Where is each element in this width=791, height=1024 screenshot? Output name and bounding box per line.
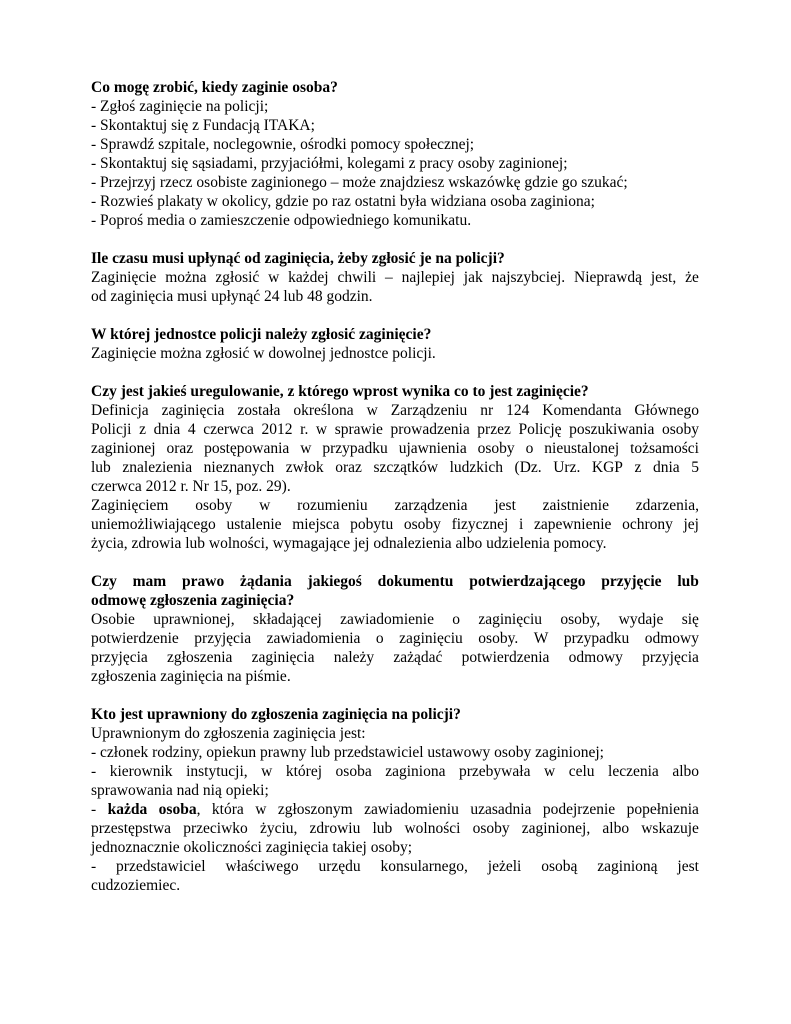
word: dnia (652, 459, 680, 476)
word: zaginięciu (478, 611, 543, 628)
word: dokumentu (377, 573, 454, 590)
word: uzasadnia (470, 801, 532, 818)
word: zwłok (285, 459, 324, 476)
word: – (385, 269, 393, 286)
word: zaginięciu (399, 630, 463, 647)
word: zgłosić (215, 269, 260, 286)
word: najszybciej. (491, 269, 566, 286)
word: W (533, 630, 549, 647)
word: w (268, 269, 280, 286)
word: przypadku (563, 630, 630, 647)
paragraph-line (91, 401, 699, 420)
bold-phrase: osoba, (158, 801, 201, 818)
word: każdej (288, 269, 329, 286)
paragraph-line (91, 819, 699, 838)
word: wydaje (618, 611, 664, 628)
word: osoby (472, 820, 510, 837)
word: konsularnego, (380, 858, 468, 875)
word: zaistnienie (542, 497, 609, 514)
word: przyjęcie (601, 573, 662, 590)
word: wolności (404, 820, 461, 837)
paragraph-line: - Przejrzyj rzecz osobiste zaginionego – może znajdziesz wskazówkę gdzie go szukać; (91, 174, 628, 191)
word: przeciwko (183, 820, 248, 837)
word: przedstawiciel (116, 858, 206, 875)
word: najlepiej (401, 269, 455, 286)
paragraph-line (91, 762, 699, 781)
word: Nieprawdą (574, 269, 642, 286)
word: zaginiona (385, 763, 446, 780)
paragraph-line: - Skontaktuj się sąsiadami, przyjaciółmi, kolegami z pracy osoby zaginionej; (91, 155, 568, 172)
word: przyjęcia (91, 649, 148, 666)
word: uniemożliwiającego (91, 516, 216, 533)
word: jest (494, 497, 516, 514)
section-heading: Czy jest jakieś uregulowanie, z którego wprost wynika co to jest zaginięcie? (91, 383, 589, 400)
word: osoby. (478, 630, 519, 647)
word: ludzkich (449, 459, 503, 476)
word: w (255, 801, 267, 818)
word: osoby (403, 516, 441, 533)
word: Zaginięcie (91, 269, 157, 286)
word: jak (463, 269, 483, 286)
section-heading: Ile czasu musi upłynąć od zaginięcia, żeby zgłosić je na policji? (91, 250, 505, 267)
word: osoby (477, 440, 515, 457)
word: z (634, 459, 642, 476)
paragraph-line (91, 857, 699, 876)
word: czerwca (203, 421, 254, 438)
document-content (91, 78, 699, 908)
paragraph-line (91, 610, 699, 629)
word: popełnienia (626, 801, 699, 818)
word: Zaginięciem (91, 497, 169, 514)
word: jest (677, 858, 699, 875)
word: Osobie (91, 611, 135, 628)
word: zarządzenia (394, 497, 468, 514)
word: zażądać (393, 649, 443, 666)
word: o (525, 440, 534, 457)
word: zgłoszonym (277, 801, 353, 818)
paragraph-line: - Poproś media o zamieszczenie odpowiedniego komunikatu. (91, 212, 472, 229)
paragraph-line: - Sprawdź szpitale, noclegownie, ośrodki pomocy społecznej; (91, 136, 475, 153)
word: określona (293, 402, 354, 419)
paragraph-line (91, 496, 699, 515)
paragraph-line: Zaginięcie można zgłosić w dowolnej jednostce policji. (91, 345, 436, 362)
word: postępowania (204, 440, 290, 457)
word: urzędu (318, 858, 361, 875)
word: przebywała (459, 763, 531, 780)
word: prowadzenia (390, 421, 470, 438)
word: zawiadomienia (266, 630, 361, 647)
word: Definicja (91, 402, 149, 419)
word: zaginięcia (251, 649, 315, 666)
word: w (259, 497, 271, 514)
word: należy (333, 649, 375, 666)
paragraph-line (91, 800, 699, 819)
word: lub (372, 820, 393, 837)
word: w (300, 440, 312, 457)
word: składającej (252, 611, 322, 628)
word: mam (132, 573, 167, 590)
word: ujawnienia (398, 440, 467, 457)
paragraph-line: czerwca 2012 r. Nr 15, poz. 29). (91, 478, 291, 495)
word: instytucji, (186, 763, 248, 780)
word: 2012 (261, 421, 293, 438)
word: nieustalonej (544, 440, 620, 457)
word: Zarządzeniu (390, 402, 468, 419)
word: potwierdzenie (91, 630, 179, 647)
word: Głównego (634, 402, 699, 419)
word: znalezienia (122, 459, 193, 476)
paragraph-line: od zaginięcia musi upłynąć 24 lub 48 godzin. (91, 288, 373, 305)
word: zaginioną (597, 858, 658, 875)
word: miejsca (292, 516, 340, 533)
word: przyjęcia (642, 649, 699, 666)
word: sprawie (334, 421, 383, 438)
word: jakiegoś (307, 573, 362, 590)
word: poszukiwania (569, 421, 655, 438)
word: żądania (240, 573, 292, 590)
word: r. (300, 421, 309, 438)
word: kierownik (109, 763, 173, 780)
paragraph-line: jednoznacznie okoliczności zaginięcia takiej osoby; (91, 839, 413, 856)
word: odmowy (644, 630, 699, 647)
word: potwierdzającego (469, 573, 586, 590)
paragraph-line (91, 629, 699, 648)
word: właściwego (225, 858, 299, 875)
word: chwili (337, 269, 377, 286)
word: zaginionej, (521, 820, 591, 837)
word: o (452, 611, 461, 628)
word: oraz (335, 459, 362, 476)
word: zaginięcia (161, 402, 225, 419)
word: przypadku (322, 440, 388, 457)
word: Czy (91, 573, 117, 590)
word: lub (677, 573, 699, 590)
word: osoby (661, 421, 699, 438)
paragraph-line: - członek rodziny, opiekun prawny lub przedstawiciel ustawowy osoby zaginionej; (91, 744, 604, 761)
word: której (285, 763, 323, 780)
document-body (91, 78, 699, 908)
section-heading: Kto jest uprawniony do zgłoszenia zaginięcia na policji? (91, 706, 461, 723)
word: szczątków (373, 459, 439, 476)
word: celu (568, 763, 595, 780)
paragraph-line: Uprawnionym do zgłoszenia zaginięcia jest: (91, 725, 366, 742)
word: ustalenie (226, 516, 282, 533)
word: 124 (506, 402, 530, 419)
word: została (237, 402, 281, 419)
section-heading: Co mogę zrobić, kiedy zaginie osoba? (91, 79, 338, 96)
word: Policję (518, 421, 562, 438)
comma: , (196, 801, 201, 818)
word: - (91, 858, 97, 875)
word: jej (683, 516, 699, 533)
word: KGP (591, 459, 623, 476)
word: leczenia (608, 763, 659, 780)
paragraph-line: cudzoziemiec. (91, 877, 181, 894)
word: w (366, 402, 378, 419)
word: Urz. (553, 459, 581, 476)
word: w (261, 763, 273, 780)
word: przez (477, 421, 511, 438)
word: można (165, 269, 207, 286)
word: zawiadomieniu (364, 801, 459, 818)
paragraph-line (91, 515, 699, 534)
paragraph-line (91, 648, 699, 667)
word: zgłoszenia (167, 649, 233, 666)
word: życiu, (259, 820, 298, 837)
word: wskazuje (641, 820, 699, 837)
word: nieznanych (203, 459, 275, 476)
paragraph-line: - Rozwieś plakaty w okolicy, gdzie po raz ostatni była widziana osoba zaginiona; (91, 193, 595, 210)
section-heading: W której jednostce policji należy zgłosić zaginięcie? (91, 326, 432, 343)
word: - (91, 763, 97, 780)
word: 5 (691, 459, 699, 476)
word: (Dz. (514, 459, 542, 476)
word: potwierdzenia (461, 649, 550, 666)
paragraph-line: zgłoszenia zaginięcia na piśmie. (91, 668, 291, 685)
word: i (519, 516, 524, 533)
word: zdrowiu (309, 820, 361, 837)
word: przestępstwa (91, 820, 172, 837)
word: z (139, 421, 146, 438)
list-dash: - (91, 801, 97, 818)
word: albo (602, 820, 630, 837)
bold-phrase: każda (107, 801, 148, 818)
word: podejrzenie (542, 801, 616, 818)
word: zdarzenia, (635, 497, 699, 514)
paragraph-line (91, 420, 699, 439)
word: jeżeli (487, 858, 522, 875)
word: osobą (541, 858, 578, 875)
word: zaginionej (91, 440, 156, 457)
word: lub (91, 459, 111, 476)
section-heading: odmowę zgłoszenia zaginięcia? (91, 592, 295, 609)
paragraph-line: - Zgłoś zaginięcie na policji; (91, 98, 269, 115)
paragraph-line: - Skontaktuj się z Fundacją ITAKA; (91, 117, 315, 134)
word: oraz (166, 440, 194, 457)
word: prawo (182, 573, 225, 590)
word: albo (672, 763, 699, 780)
section-heading (91, 572, 699, 591)
word: osoby, (560, 611, 601, 628)
word: Policji (91, 421, 132, 438)
word: uprawnionej, (153, 611, 235, 628)
word: ochrony (622, 516, 673, 533)
word: tożsamości (630, 440, 699, 457)
paragraph-line (91, 439, 699, 458)
word: 4 (187, 421, 196, 438)
word: w (543, 763, 556, 780)
word: w (315, 421, 328, 438)
word: rozumieniu (297, 497, 368, 514)
paragraph-line: życia, zdrowia lub wolności, wymagające jej odnalezienia albo udzielenia pomocy. (91, 535, 607, 552)
paragraph-line: sprawowania nad nią opieki; (91, 782, 269, 799)
paragraph-line (91, 268, 699, 287)
word: osoba (335, 763, 372, 780)
word: fizycznej (451, 516, 509, 533)
word: przyjęcia (194, 630, 252, 647)
word: zapewnienie (533, 516, 612, 533)
word: osoby (195, 497, 233, 514)
word: się (681, 611, 699, 628)
word: że (685, 269, 699, 286)
word: jest, (650, 269, 677, 286)
word: Komendanta (542, 402, 622, 419)
word: dnia (153, 421, 181, 438)
word: odmowy (568, 649, 623, 666)
word: nr (480, 402, 494, 419)
word: która (211, 801, 244, 818)
paragraph-line (91, 458, 699, 477)
word: pobytu (350, 516, 394, 533)
word: zawiadomienie (340, 611, 434, 628)
word: o (375, 630, 384, 647)
